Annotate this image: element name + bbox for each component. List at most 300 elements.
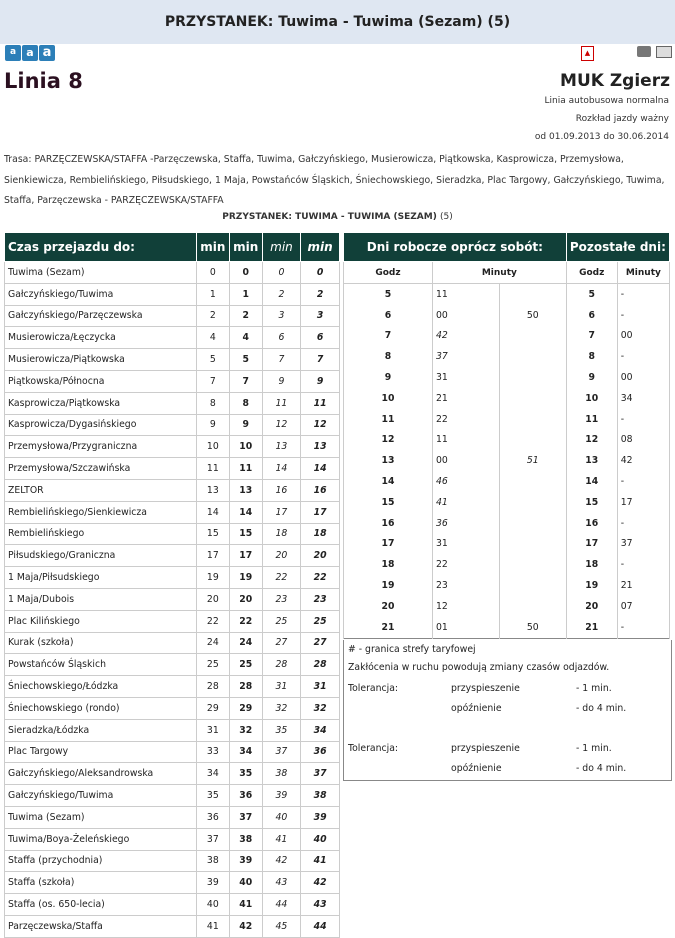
other-minute-cell: - xyxy=(617,471,669,492)
minutes-cell: 9 xyxy=(301,370,340,392)
other-hour-cell: 15 xyxy=(566,492,617,513)
minutes-cell: 13 xyxy=(301,436,340,458)
minutes-cell: 3 xyxy=(262,305,301,327)
minutes-cell: 13 xyxy=(229,479,262,501)
printer-icon[interactable] xyxy=(637,46,651,57)
minutes-cell: 7 xyxy=(196,370,229,392)
minutes-cell: 2 xyxy=(262,283,301,305)
stop-heading-label: PRZYSTANEK: TUWIMA - TUWIMA (SEZAM) xyxy=(222,212,437,222)
other-hour-cell: 19 xyxy=(566,575,617,596)
minutes-cell: 44 xyxy=(262,894,301,916)
minutes-cell: 2 xyxy=(196,305,229,327)
weekday-minute-cell: 36 xyxy=(433,513,500,534)
weekday-hour-cell: 11 xyxy=(344,409,433,430)
pdf-icon[interactable]: ▲ xyxy=(581,46,594,61)
table-row xyxy=(5,370,340,392)
table-row xyxy=(5,545,340,567)
tolerance-late-value: - do 4 min. xyxy=(576,703,627,714)
minutes-cell: 14 xyxy=(301,458,340,480)
stop-name-cell: Piłsudskiego/Graniczna xyxy=(5,545,197,567)
minutes-cell: 5 xyxy=(196,349,229,371)
tolerance-early-label: przyspieszenie xyxy=(451,743,520,754)
minutes-cell: 36 xyxy=(301,741,340,763)
minutes-cell: 18 xyxy=(262,523,301,545)
minutes-cell: 28 xyxy=(196,676,229,698)
minutes-cell: 16 xyxy=(262,479,301,501)
minutes-cell: 15 xyxy=(196,523,229,545)
weekday-hour-cell: 15 xyxy=(344,492,433,513)
minutes-cell: 13 xyxy=(262,436,301,458)
minutes-cell: 32 xyxy=(262,697,301,719)
minutes-cell: 18 xyxy=(301,523,340,545)
weekday-minute-cell: 41 xyxy=(433,492,500,513)
notes-panel xyxy=(343,640,672,781)
stop-name-cell: Kurak (szkoła) xyxy=(5,632,197,654)
other-minute-cell: 34 xyxy=(617,388,669,409)
minutes-cell: 43 xyxy=(262,872,301,894)
minutes-cell: 39 xyxy=(196,872,229,894)
table-row xyxy=(344,409,670,430)
disruption-note: Zakłócenia w ruchu powodują zmiany czasów odjazdów. xyxy=(348,662,610,673)
minutes-cell: 37 xyxy=(229,806,262,828)
table-row xyxy=(5,436,340,458)
minutes-cell: 6 xyxy=(262,327,301,349)
weekday-hour-cell: 12 xyxy=(344,430,433,451)
minutes-cell: 3 xyxy=(301,305,340,327)
weekday-minute-cell xyxy=(499,326,566,347)
tolerance-label: Tolerancja: xyxy=(348,743,399,754)
table-row xyxy=(5,632,340,654)
other-hour-cell: 16 xyxy=(566,513,617,534)
other-minute-cell: - xyxy=(617,554,669,575)
stop-name-cell: Kasprowicza/Dygasińskiego xyxy=(5,414,197,436)
weekday-hour-cell: 8 xyxy=(344,346,433,367)
weekday-minute-cell: 51 xyxy=(499,450,566,471)
other-minute-cell: 42 xyxy=(617,450,669,471)
minutes-cell: 45 xyxy=(262,915,301,937)
tolerance-early-value: - 1 min. xyxy=(576,743,612,754)
weekday-hour-cell: 20 xyxy=(344,596,433,617)
minutes-cell: 42 xyxy=(262,850,301,872)
tolerance-label: Tolerancja: xyxy=(348,683,399,694)
stop-heading-number: (5) xyxy=(439,212,453,222)
table-row xyxy=(5,697,340,719)
stop-name-cell: Powstańców Śląskich xyxy=(5,654,197,676)
validity-dates: od 01.09.2013 do 30.06.2014 xyxy=(534,132,669,142)
line-type: Linia autobusowa normalna xyxy=(544,96,669,106)
stop-name-cell: Tuwima/Boya-Żeleńskiego xyxy=(5,828,197,850)
minutes-cell: 23 xyxy=(262,588,301,610)
minutes-cell: 23 xyxy=(301,588,340,610)
minutes-cell: 0 xyxy=(196,262,229,284)
other-hour-cell: 13 xyxy=(566,450,617,471)
minutes-cell: 35 xyxy=(229,763,262,785)
stop-name-cell: Tuwima (Sezam) xyxy=(5,262,197,284)
stop-name-cell: Gałczyńskiego/Tuwima xyxy=(5,785,197,807)
minutes-cell: 40 xyxy=(229,872,262,894)
table-row xyxy=(5,850,340,872)
minutes-cell: 31 xyxy=(196,719,229,741)
minutes-cell: 10 xyxy=(229,436,262,458)
minutes-cell: 37 xyxy=(196,828,229,850)
minutes-cell: 33 xyxy=(196,741,229,763)
minutes-cell: 38 xyxy=(229,828,262,850)
minutes-cell: 0 xyxy=(229,262,262,284)
minutes-cell: 37 xyxy=(262,741,301,763)
minutes-cell: 15 xyxy=(229,523,262,545)
minutes-cell: 31 xyxy=(262,676,301,698)
weekday-minute-cell xyxy=(499,575,566,596)
minutes-cell: 10 xyxy=(196,436,229,458)
stop-name-cell: Staffa (os. 650-lecia) xyxy=(5,894,197,916)
stop-name-cell: ZELTOR xyxy=(5,479,197,501)
weekday-minute-cell: 22 xyxy=(433,554,500,575)
minutes-cell: 29 xyxy=(229,697,262,719)
minutes-cell: 27 xyxy=(262,632,301,654)
stop-name-cell: Śniechowskiego (rondo) xyxy=(5,697,197,719)
operator-name: MUK Zgierz xyxy=(560,71,670,91)
minutes-cell: 19 xyxy=(196,567,229,589)
minutes-cell: 44 xyxy=(301,915,340,937)
other-minute-cell: - xyxy=(617,617,669,638)
tolerance-late-value: - do 4 min. xyxy=(576,763,627,774)
minutes-cell: 17 xyxy=(262,501,301,523)
weekday-hour-cell: 7 xyxy=(344,326,433,347)
minutes-cell: 34 xyxy=(196,763,229,785)
stop-heading xyxy=(0,212,675,222)
table-row xyxy=(5,872,340,894)
minutes-cell: 32 xyxy=(229,719,262,741)
weekday-minute-cell: 00 xyxy=(433,450,500,471)
weekday-minute-cell xyxy=(499,471,566,492)
route-description: Trasa: PARZĘCZEWSKA/STAFFA -Parzęczewska, Staffa, Tuwima, Gałczyńskiego, Musierowicza, Piątkowska, Kasprowicza, Przemysłowa, Sienkiewicza, Rembielińskiego, Piłsudskiego, 1 Maja, Powstańców Śląskich, Śniechowskiego, Sieradzka, Plac Targowy, Gałczyńskiego, Tuwima, Staffa, Parzęczewska - PARZĘCZEWSKA/STAFFA xyxy=(4,154,665,206)
other-hour-header: Godz xyxy=(566,262,617,284)
other-minute-cell: 00 xyxy=(617,367,669,388)
stop-name-cell: Śniechowskiego/Łódzka xyxy=(5,676,197,698)
minutes-cell: 0 xyxy=(301,262,340,284)
col-header-stop: Czas przejazdu do: xyxy=(5,233,197,262)
departures-table xyxy=(343,232,670,639)
minutes-cell: 28 xyxy=(262,654,301,676)
table-row xyxy=(5,479,340,501)
weekday-minute-cell xyxy=(499,409,566,430)
minutes-cell: 1 xyxy=(229,283,262,305)
weekday-minute-cell xyxy=(499,554,566,575)
weekday-hour-cell: 9 xyxy=(344,367,433,388)
other-minute-cell: - xyxy=(617,513,669,534)
table-row xyxy=(344,367,670,388)
minutes-cell: 36 xyxy=(229,785,262,807)
stop-name-cell: Sieradzka/Łódzka xyxy=(5,719,197,741)
table-row xyxy=(344,471,670,492)
minutes-cell: 25 xyxy=(262,610,301,632)
page-title: PRZYSTANEK: Tuwima - Tuwima (Sezam) (5) xyxy=(164,14,511,30)
table-row xyxy=(5,523,340,545)
weekday-hour-header: Godz xyxy=(344,262,433,284)
weekday-minute-cell xyxy=(499,388,566,409)
table-row xyxy=(344,305,670,326)
table-row xyxy=(5,327,340,349)
minutes-cell: 25 xyxy=(196,654,229,676)
minutes-cell: 9 xyxy=(262,370,301,392)
other-minute-cell: 08 xyxy=(617,430,669,451)
minutes-cell: 39 xyxy=(301,806,340,828)
weekday-hour-cell: 5 xyxy=(344,284,433,305)
table-row xyxy=(344,492,670,513)
other-minute-cell: 17 xyxy=(617,492,669,513)
weekday-minute-cell: 01 xyxy=(433,617,500,638)
minutes-cell: 14 xyxy=(196,501,229,523)
table-row xyxy=(5,567,340,589)
weekday-hour-cell: 6 xyxy=(344,305,433,326)
table-row xyxy=(344,430,670,451)
weekday-minute-cell xyxy=(499,346,566,367)
table-row xyxy=(5,785,340,807)
minutes-cell: 37 xyxy=(301,763,340,785)
weekday-hour-cell: 13 xyxy=(344,450,433,471)
weekday-minutes-header: Minuty xyxy=(433,262,567,284)
table-row xyxy=(344,596,670,617)
minutes-cell: 5 xyxy=(229,349,262,371)
table-row xyxy=(344,554,670,575)
stop-name-cell: Rembielińskiego/Sienkiewicza xyxy=(5,501,197,523)
minutes-cell: 42 xyxy=(229,915,262,937)
table-row xyxy=(344,326,670,347)
zone-note: # - granica strefy taryfowej xyxy=(348,644,476,655)
tolerance-late-label: opóźnienie xyxy=(451,703,502,714)
table-row xyxy=(344,617,670,638)
weekday-minute-cell: 37 xyxy=(433,346,500,367)
weekday-minute-cell: 23 xyxy=(433,575,500,596)
minutes-cell: 17 xyxy=(196,545,229,567)
other-minute-cell: - xyxy=(617,284,669,305)
minutes-cell: 34 xyxy=(229,741,262,763)
minutes-cell: 13 xyxy=(196,479,229,501)
minutes-cell: 35 xyxy=(196,785,229,807)
other-minute-cell: - xyxy=(617,346,669,367)
minutes-cell: 1 xyxy=(196,283,229,305)
weekday-minute-cell: 50 xyxy=(499,305,566,326)
weekday-minute-cell: 50 xyxy=(499,617,566,638)
weekday-minute-cell: 31 xyxy=(433,367,500,388)
weekday-hour-cell: 19 xyxy=(344,575,433,596)
stop-name-cell: Gałczyńskiego/Parzęczewska xyxy=(5,305,197,327)
minutes-cell: 20 xyxy=(301,545,340,567)
stop-name-cell: Staffa (przychodnia) xyxy=(5,850,197,872)
other-hour-cell: 14 xyxy=(566,471,617,492)
font-small-button[interactable]: a xyxy=(5,45,21,61)
minutes-cell: 38 xyxy=(196,850,229,872)
other-minute-cell: - xyxy=(617,409,669,430)
weekday-minute-cell: 11 xyxy=(433,430,500,451)
table-row xyxy=(5,414,340,436)
other-hour-cell: 17 xyxy=(566,534,617,555)
minutes-cell: 7 xyxy=(301,349,340,371)
minutes-cell: 22 xyxy=(196,610,229,632)
stop-name-cell: Tuwima (Sezam) xyxy=(5,806,197,828)
minutes-cell: 2 xyxy=(301,283,340,305)
table-row xyxy=(5,392,340,414)
minutes-cell: 9 xyxy=(196,414,229,436)
minutes-cell: 32 xyxy=(301,697,340,719)
table-row xyxy=(344,388,670,409)
weekday-hour-cell: 10 xyxy=(344,388,433,409)
minutes-cell: 14 xyxy=(262,458,301,480)
weekday-header: Dni robocze oprócz sobót: xyxy=(344,233,567,262)
minutes-cell: 19 xyxy=(229,567,262,589)
other-hour-cell: 5 xyxy=(566,284,617,305)
minutes-cell: 20 xyxy=(229,588,262,610)
minutes-cell: 20 xyxy=(262,545,301,567)
minutes-cell: 38 xyxy=(262,763,301,785)
minutes-cell: 16 xyxy=(301,479,340,501)
stop-name-cell: Plac Targowy xyxy=(5,741,197,763)
col-header-min: min xyxy=(229,233,262,262)
weekday-minute-cell xyxy=(499,284,566,305)
weekday-hour-cell: 18 xyxy=(344,554,433,575)
weekday-minute-cell: 46 xyxy=(433,471,500,492)
minutes-cell: 36 xyxy=(196,806,229,828)
minutes-cell: 4 xyxy=(229,327,262,349)
tolerance-early-label: przyspieszenie xyxy=(451,683,520,694)
stop-name-cell: Gałczyńskiego/Tuwima xyxy=(5,283,197,305)
minutes-cell: 7 xyxy=(262,349,301,371)
minutes-cell: 14 xyxy=(229,501,262,523)
stop-name-cell: Musierowicza/Piątkowska xyxy=(5,349,197,371)
table-row xyxy=(5,610,340,632)
minutes-cell: 20 xyxy=(196,588,229,610)
weekday-minute-cell: 22 xyxy=(433,409,500,430)
mail-icon[interactable] xyxy=(656,46,672,58)
table-row xyxy=(344,346,670,367)
travel-time-table xyxy=(4,232,340,938)
weekday-minute-cell xyxy=(499,596,566,617)
weekday-hour-cell: 21 xyxy=(344,617,433,638)
minutes-cell: 40 xyxy=(262,806,301,828)
minutes-cell: 22 xyxy=(229,610,262,632)
weekday-minute-cell xyxy=(499,367,566,388)
minutes-cell: 24 xyxy=(196,632,229,654)
table-row xyxy=(5,501,340,523)
weekday-minute-cell: 31 xyxy=(433,534,500,555)
minutes-cell: 0 xyxy=(262,262,301,284)
minutes-cell: 27 xyxy=(301,632,340,654)
font-large-button[interactable]: a xyxy=(39,45,55,61)
weekday-minute-cell xyxy=(499,513,566,534)
minutes-cell: 17 xyxy=(301,501,340,523)
weekday-minute-cell xyxy=(499,492,566,513)
table-row xyxy=(5,915,340,937)
table-row xyxy=(5,588,340,610)
other-hour-cell: 21 xyxy=(566,617,617,638)
col-header-min: min xyxy=(301,233,340,262)
other-hour-cell: 9 xyxy=(566,367,617,388)
other-hour-cell: 6 xyxy=(566,305,617,326)
minutes-cell: 7 xyxy=(229,370,262,392)
table-row xyxy=(5,283,340,305)
stop-name-cell: 1 Maja/Dubois xyxy=(5,588,197,610)
table-row xyxy=(5,719,340,741)
table-row xyxy=(5,262,340,284)
font-medium-button[interactable]: a xyxy=(22,45,38,61)
weekday-minute-cell: 21 xyxy=(433,388,500,409)
table-row xyxy=(5,349,340,371)
table-row xyxy=(344,534,670,555)
minutes-cell: 39 xyxy=(262,785,301,807)
other-minutes-header: Minuty xyxy=(617,262,669,284)
weekday-minute-cell xyxy=(499,534,566,555)
other-hour-cell: 10 xyxy=(566,388,617,409)
stop-name-cell: Kasprowicza/Piątkowska xyxy=(5,392,197,414)
other-hour-cell: 11 xyxy=(566,409,617,430)
other-hour-cell: 12 xyxy=(566,430,617,451)
other-hour-cell: 8 xyxy=(566,346,617,367)
minutes-cell: 41 xyxy=(196,915,229,937)
minutes-cell: 2 xyxy=(229,305,262,327)
minutes-cell: 35 xyxy=(262,719,301,741)
other-hour-cell: 18 xyxy=(566,554,617,575)
stop-name-cell: Staffa (szkoła) xyxy=(5,872,197,894)
minutes-cell: 17 xyxy=(229,545,262,567)
col-header-min: min xyxy=(196,233,229,262)
minutes-cell: 40 xyxy=(301,828,340,850)
other-hour-cell: 7 xyxy=(566,326,617,347)
minutes-cell: 31 xyxy=(301,676,340,698)
other-days-header: Pozostałe dni: xyxy=(566,233,669,262)
stop-name-cell: Parzęczewska/Staffa xyxy=(5,915,197,937)
weekday-minute-cell: 00 xyxy=(433,305,500,326)
table-row xyxy=(5,458,340,480)
stop-name-cell: Rembielińskiego xyxy=(5,523,197,545)
minutes-cell: 28 xyxy=(301,654,340,676)
minutes-cell: 41 xyxy=(229,894,262,916)
stop-name-cell: Przemysłowa/Przygraniczna xyxy=(5,436,197,458)
minutes-cell: 11 xyxy=(301,392,340,414)
stop-name-cell: Musierowicza/Łęczycka xyxy=(5,327,197,349)
weekday-hour-cell: 17 xyxy=(344,534,433,555)
weekday-minute-cell: 11 xyxy=(433,284,500,305)
minutes-cell: 22 xyxy=(301,567,340,589)
other-hour-cell: 20 xyxy=(566,596,617,617)
schedule-label: Rozkład jazdy ważny xyxy=(575,114,669,124)
other-minute-cell: - xyxy=(617,305,669,326)
stop-name-cell: Plac Kilińskiego xyxy=(5,610,197,632)
stop-name-cell: Gałczyńskiego/Aleksandrowska xyxy=(5,763,197,785)
other-minute-cell: 00 xyxy=(617,326,669,347)
weekday-hour-cell: 14 xyxy=(344,471,433,492)
minutes-cell: 39 xyxy=(229,850,262,872)
minutes-cell: 34 xyxy=(301,719,340,741)
table-row xyxy=(5,894,340,916)
stop-name-cell: Przemysłowa/Szczawińska xyxy=(5,458,197,480)
table-row xyxy=(5,676,340,698)
minutes-cell: 42 xyxy=(301,872,340,894)
minutes-cell: 8 xyxy=(196,392,229,414)
minutes-cell: 41 xyxy=(262,828,301,850)
col-header-min: min xyxy=(262,233,301,262)
table-row xyxy=(5,806,340,828)
font-size-controls xyxy=(5,45,55,61)
minutes-cell: 11 xyxy=(229,458,262,480)
weekday-minute-cell xyxy=(499,430,566,451)
table-row xyxy=(344,284,670,305)
minutes-cell: 11 xyxy=(262,392,301,414)
table-row xyxy=(5,763,340,785)
stop-name-cell: Piątkowska/Północna xyxy=(5,370,197,392)
table-row xyxy=(5,741,340,763)
minutes-cell: 6 xyxy=(301,327,340,349)
table-row xyxy=(5,654,340,676)
